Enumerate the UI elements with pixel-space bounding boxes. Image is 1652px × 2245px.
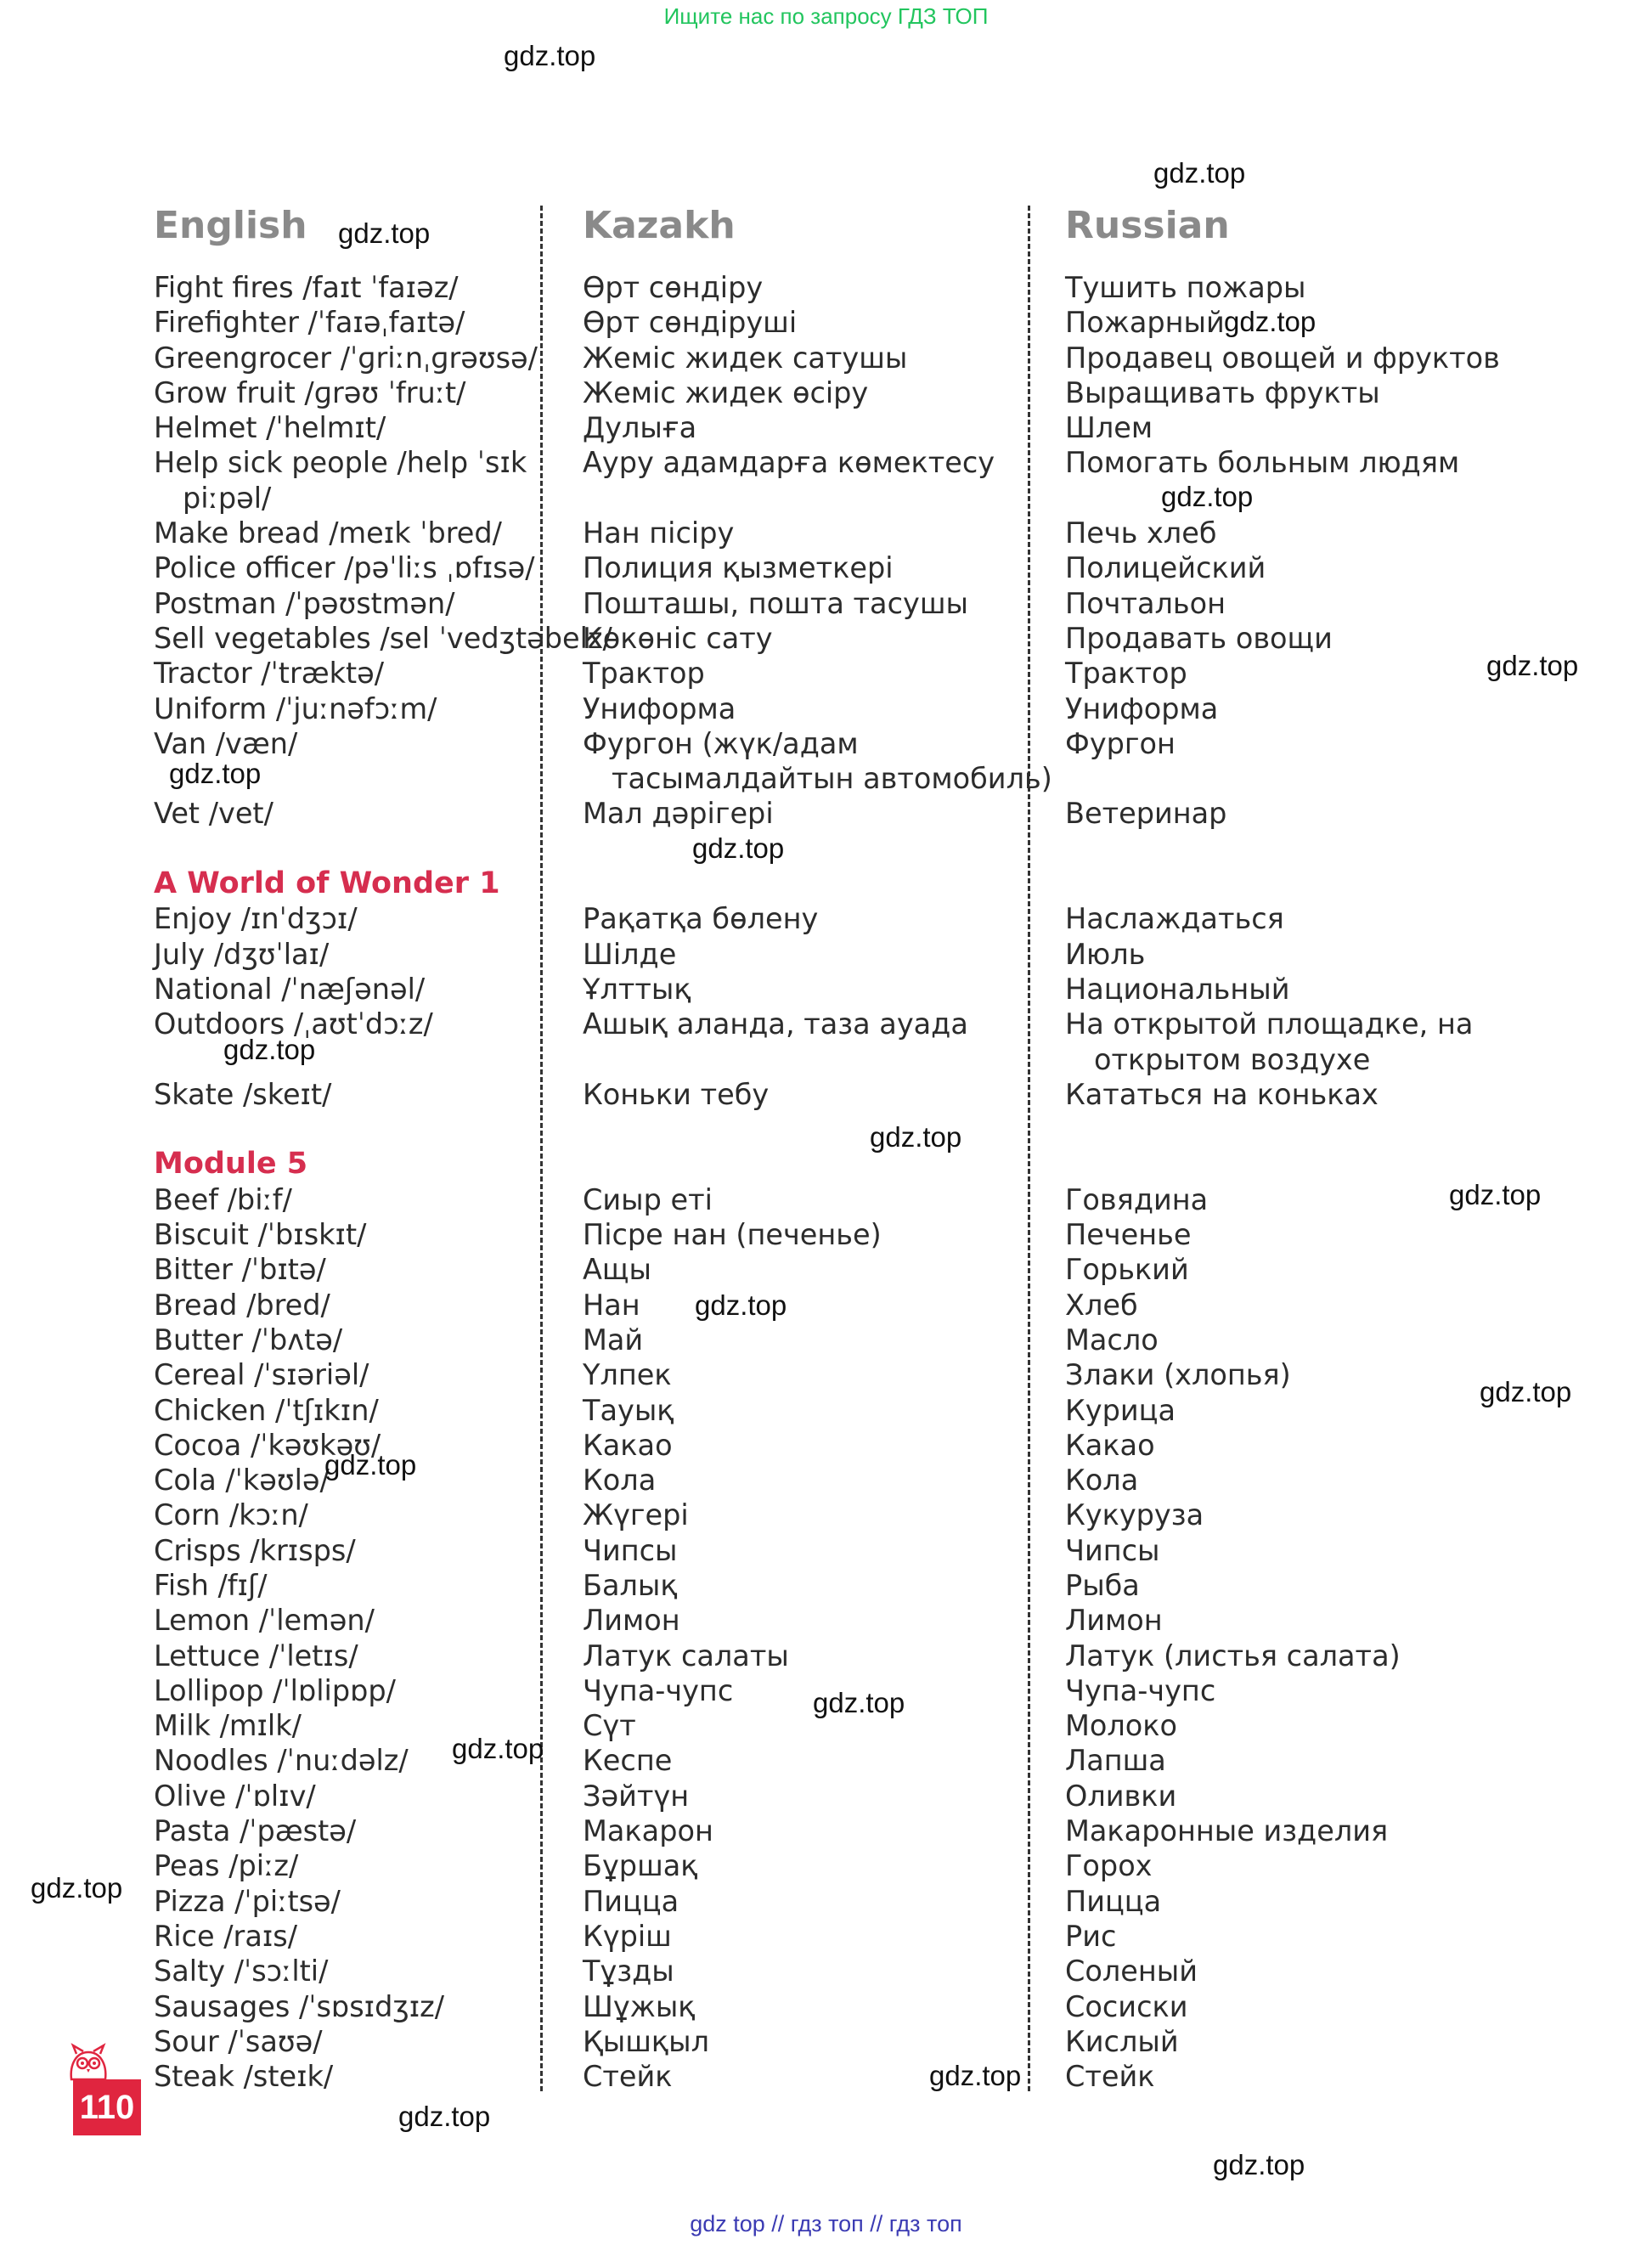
section-heading — [583, 866, 1052, 901]
vocab-kazakh: Кеспе — [583, 1744, 673, 1778]
vocab-kazakh: Униформа — [583, 691, 736, 725]
vocab-english: Corn /kɔːn/ — [154, 1498, 308, 1532]
spacer — [154, 1112, 612, 1147]
section-heading: Module 5 — [154, 1147, 308, 1182]
watermark: gdz.top — [223, 1034, 316, 1065]
vocab-english: Postman /ˈpəʊstmən/ — [154, 586, 455, 620]
vocab-english: Fight fires /faɪt ˈfaɪəz/ — [154, 271, 459, 304]
watermark: gdz.top — [1224, 306, 1317, 337]
vocab-kazakh: Ауру адамдарға көмектесу — [583, 446, 995, 480]
vocab-russian: Рис — [1065, 1919, 1117, 1953]
vocab-english: Cola /ˈkəʊlə/ — [154, 1464, 330, 1498]
vocab-english: Helmet /ˈhelmɪt/ — [154, 411, 386, 445]
vocab-russian: Лапша — [1065, 1744, 1166, 1778]
vocab-english: Grow fruit /ɡrəʊ ˈfruːt/ — [154, 375, 466, 409]
vocab-english: piːpəl/ — [183, 481, 272, 515]
section-heading — [1065, 866, 1500, 901]
watermark: gdz.top — [1153, 157, 1246, 189]
vocab-russian: Масло — [1065, 1323, 1159, 1357]
vocab-kazakh: Макарон — [583, 1814, 713, 1848]
vocab-kazakh: Жүгері — [583, 1498, 689, 1532]
vocab-russian — [1065, 481, 1500, 516]
vocab-kazakh: Полиция қызметкері — [583, 551, 894, 585]
vocab-russian: Соленый — [1065, 1955, 1198, 1988]
vocab-kazakh: Дулыға — [583, 411, 697, 445]
vocab-russian: Кислый — [1065, 2024, 1179, 2058]
vocab-english: Help sick people /help ˈsɪk — [154, 446, 527, 480]
vocab-russian: Тушить пожары — [1065, 271, 1306, 304]
vocab-english: Crisps /krɪsps/ — [154, 1533, 356, 1567]
vocab-english: Van /væn/ — [154, 726, 298, 760]
vocab-kazakh: Латук салаты — [583, 1639, 789, 1672]
vocab-kazakh: Пісре нан (печенье) — [583, 1218, 882, 1252]
vocab-english: Sausages /ˈsɒsɪdʒɪz/ — [154, 1989, 445, 2023]
vocab-kazakh: Какао — [583, 1428, 673, 1462]
vocab-kazakh: Күріш — [583, 1919, 672, 1953]
vocab-russian: Чипсы — [1065, 1533, 1160, 1567]
vocab-russian: Продавать овощи — [1065, 621, 1333, 655]
section-heading: A World of Wonder 1 — [154, 866, 500, 901]
russian-column — [1065, 270, 1500, 2094]
kazakh-column-header: Kazakh — [583, 204, 736, 247]
vocab-kazakh: Сиыр еті — [583, 1182, 713, 1216]
spacer — [583, 832, 1052, 866]
watermark: gdz.top — [870, 1121, 962, 1153]
watermark: gdz.top — [695, 1289, 787, 1321]
vocab-russian: Помогать больным людям — [1065, 446, 1460, 480]
vocab-russian: Почтальон — [1065, 586, 1226, 620]
vocab-russian: Сосиски — [1065, 1989, 1188, 2023]
vocab-russian: Ветеринар — [1065, 797, 1227, 831]
vocab-english: Sour /ˈsaʊə/ — [154, 2024, 323, 2058]
vocab-kazakh — [583, 1042, 1052, 1077]
vocab-kazakh: Ашық аланда, таза ауада — [583, 1007, 968, 1041]
watermark: gdz.top — [324, 1449, 417, 1481]
vocab-russian: Шлем — [1065, 411, 1153, 445]
vocab-russian: Горький — [1065, 1253, 1189, 1287]
kazakh-column — [583, 270, 1052, 2094]
vocab-english: Peas /piːz/ — [154, 1849, 299, 1883]
vocab-english: Bitter /ˈbɪtə/ — [154, 1253, 326, 1287]
vocab-kazakh: Кола — [583, 1464, 657, 1498]
vocab-russian: Латук (листья салата) — [1065, 1639, 1401, 1672]
watermark: gdz.top — [1449, 1179, 1542, 1210]
page-number-badge: 110 — [73, 2079, 141, 2135]
vocab-kazakh: Өрт сөндіруші — [583, 306, 798, 340]
watermark: gdz.top — [1161, 481, 1254, 512]
vocab-english: Pizza /ˈpiːtsə/ — [154, 1884, 341, 1918]
vocab-russian: Кола — [1065, 1464, 1139, 1498]
vocab-english: Make bread /meɪk ˈbred/ — [154, 516, 502, 550]
vocab-kazakh: Өрт сөндіру — [583, 271, 764, 304]
vocab-english: Lollipop /ˈlɒlipɒp/ — [154, 1673, 396, 1707]
vocab-russian: Наслаждаться — [1065, 902, 1284, 936]
vocab-russian: Кататься на коньках — [1065, 1077, 1379, 1111]
vocab-kazakh: Ұлттық — [583, 972, 691, 1006]
vocab-kazakh: Нан пісіру — [583, 516, 735, 550]
vocab-english: Lettuce /ˈletɪs/ — [154, 1639, 358, 1672]
vocab-english: Firefighter /ˈfaɪəˌfaɪtə/ — [154, 306, 465, 340]
vocab-kazakh: Тұзды — [583, 1955, 674, 1988]
vocab-english: Biscuit /ˈbɪskɪt/ — [154, 1218, 367, 1252]
vocab-kazakh: Чипсы — [583, 1533, 678, 1567]
vocab-english: Outdoors /ˌaʊtˈdɔːz/ — [154, 1007, 433, 1041]
vocab-english: Olive /ˈɒlɪv/ — [154, 1779, 316, 1813]
vocab-kazakh: Зәйтүн — [583, 1779, 690, 1813]
spacer — [583, 1112, 1052, 1147]
vocab-kazakh: Трактор — [583, 657, 705, 691]
vocab-kazakh: Үлпек — [583, 1358, 672, 1392]
vocab-kazakh: Шілде — [583, 937, 677, 971]
vocab-kazakh — [583, 481, 1052, 516]
vocab-english: Sell vegetables /sel ˈvedʒtəbelz/ — [154, 621, 612, 655]
vocab-russian: Курица — [1065, 1393, 1176, 1427]
vocab-english: Bread /bred/ — [154, 1288, 330, 1322]
vocab-kazakh: тасымалдайтын автомобиль) — [612, 762, 1052, 796]
vocab-english: Skate /skeɪt/ — [154, 1077, 332, 1111]
vocab-russian: Июль — [1065, 937, 1146, 971]
vocab-kazakh: Қышқыл — [583, 2024, 709, 2058]
vocab-kazakh: Көкөніс сату — [583, 621, 773, 655]
watermark: gdz.top — [398, 2101, 491, 2132]
vocab-kazakh: Пицца — [583, 1884, 679, 1918]
english-column — [154, 270, 612, 2094]
vocab-kazakh: Жеміс жидек өсіру — [583, 375, 869, 409]
watermark: gdz.top — [1480, 1376, 1572, 1407]
vocab-kazakh: Жеміс жидек сатушы — [583, 341, 908, 375]
vocab-english: Chicken /ˈtʃɪkɪn/ — [154, 1393, 379, 1427]
vocab-english: Tractor /ˈtræktə/ — [154, 657, 385, 691]
watermark: gdz.top — [31, 1872, 123, 1904]
vocab-kazakh: Бұршақ — [583, 1849, 698, 1883]
vocab-english: Milk /mɪlk/ — [154, 1709, 302, 1743]
watermark: gdz.top — [929, 2060, 1022, 2091]
vocab-english: Butter /ˈbʌtə/ — [154, 1323, 343, 1357]
vocab-russian: Оливки — [1065, 1779, 1177, 1813]
vocab-russian: Рыба — [1065, 1568, 1140, 1602]
vocab-russian: Макаронные изделия — [1065, 1814, 1389, 1848]
vocab-kazakh: Балық — [583, 1568, 678, 1602]
vocab-kazakh: Сүт — [583, 1709, 636, 1743]
watermark: gdz.top — [169, 758, 262, 789]
vocab-russian: открытом воздухе — [1094, 1042, 1371, 1076]
vocab-kazakh: Коньки тебу — [583, 1077, 770, 1111]
vocab-kazakh: Май — [583, 1323, 644, 1357]
vocab-russian: Злаки (хлопья) — [1065, 1358, 1291, 1392]
vocab-english: Police officer /pəˈliːs ˌɒfɪsə/ — [154, 551, 535, 585]
vocab-english: Vet /vet/ — [154, 797, 273, 831]
vocab-russian: Фургон — [1065, 726, 1176, 760]
spacer — [1065, 1112, 1500, 1147]
vocab-english: National /ˈnæʃənəl/ — [154, 972, 426, 1006]
vocab-kazakh: Тауық — [583, 1393, 674, 1427]
watermark: gdz.top — [692, 832, 785, 864]
vocab-russian: Горох — [1065, 1849, 1153, 1883]
vocab-russian: Пицца — [1065, 1884, 1162, 1918]
vocab-russian: Национальный — [1065, 972, 1290, 1006]
section-heading — [583, 1147, 1052, 1182]
vocab-russian: Пожарный — [1065, 306, 1225, 340]
vocab-russian: Чупа-чупс — [1065, 1673, 1216, 1707]
watermark: gdz.top — [1486, 650, 1579, 681]
vocab-russian — [1065, 761, 1500, 796]
vocab-english: Lemon /ˈlemən/ — [154, 1604, 375, 1638]
vocab-russian: Какао — [1065, 1428, 1155, 1462]
russian-column-header: Russian — [1065, 204, 1230, 247]
vocab-russian: Трактор — [1065, 657, 1187, 691]
vocab-russian: Стейк — [1065, 2060, 1155, 2094]
vocab-kazakh: Чупа-чупс — [583, 1673, 734, 1707]
vocab-english: Noodles /ˈnuːdəlz/ — [154, 1744, 409, 1778]
vocab-russian: Полицейский — [1065, 551, 1266, 585]
watermark: gdz.top — [452, 1733, 544, 1764]
vocab-english — [154, 1042, 612, 1077]
owl-mascot-icon — [65, 2042, 112, 2083]
english-column-header: English — [154, 204, 307, 247]
vocab-russian: Продавец овощей и фруктов — [1065, 341, 1500, 375]
vocab-english: Fish /fɪʃ/ — [154, 1568, 268, 1602]
watermark: gdz.top — [338, 217, 431, 249]
spacer — [154, 832, 612, 866]
vocab-kazakh: Стейк — [583, 2060, 673, 2094]
vocab-russian: Кукуруза — [1065, 1498, 1204, 1532]
vocab-english: Beef /biːf/ — [154, 1182, 292, 1216]
vocab-english: Enjoy /ɪnˈdʒɔɪ/ — [154, 902, 358, 936]
vocab-kazakh: Фургон (жүк/адам — [583, 726, 859, 760]
vocab-english: Greengrocer /ˈɡriːnˌɡrəʊsə/ — [154, 341, 538, 375]
vocab-english: Cereal /ˈsɪəriəl/ — [154, 1358, 369, 1392]
vocab-kazakh: Мал дәрігері — [583, 797, 774, 831]
watermark: gdz.top — [504, 40, 596, 71]
vocab-russian: Говядина — [1065, 1182, 1209, 1216]
vocab-kazakh: Шұжық — [583, 1989, 696, 2023]
spacer — [1065, 832, 1500, 866]
vocab-russian: Молоко — [1065, 1709, 1178, 1743]
vocab-russian: Печь хлеб — [1065, 516, 1217, 550]
watermark: gdz.top — [813, 1687, 905, 1718]
vocab-russian: Униформа — [1065, 691, 1219, 725]
vocab-english: Pasta /ˈpæstə/ — [154, 1814, 357, 1848]
vocab-english: Uniform /ˈjuːnəfɔːm/ — [154, 691, 437, 725]
vocab-english: Steak /steɪk/ — [154, 2060, 334, 2094]
top-banner[interactable]: Ищите нас по запросу ГДЗ ТОП — [663, 3, 989, 29]
vocab-kazakh: Ащы — [583, 1253, 651, 1287]
watermark: gdz.top — [1213, 2149, 1305, 2180]
vocab-russian: На открытой площадке, на — [1065, 1007, 1474, 1041]
vocab-kazakh: Нан — [583, 1288, 640, 1322]
vocab-english: Cocoa /ˈkəʊkəʊ/ — [154, 1428, 381, 1462]
vocab-english: July /dʒʊˈlaɪ/ — [154, 937, 330, 971]
section-heading — [1065, 1147, 1500, 1182]
vocab-english: Rice /raɪs/ — [154, 1919, 298, 1953]
vocab-kazakh: Пошташы, пошта тасушы — [583, 586, 968, 620]
vocab-russian: Выращивать фрукты — [1065, 375, 1380, 409]
vocab-english: Salty /ˈsɔːlti/ — [154, 1955, 329, 1988]
footer-links[interactable]: gdz top // гдз топ // гдз топ — [690, 2211, 962, 2237]
vocab-kazakh: Рақатқа бөлену — [583, 902, 819, 936]
vocab-kazakh: Лимон — [583, 1604, 680, 1638]
vocab-russian: Лимон — [1065, 1604, 1163, 1638]
vocab-russian: Печенье — [1065, 1218, 1192, 1252]
vocab-russian: Хлеб — [1065, 1288, 1138, 1322]
